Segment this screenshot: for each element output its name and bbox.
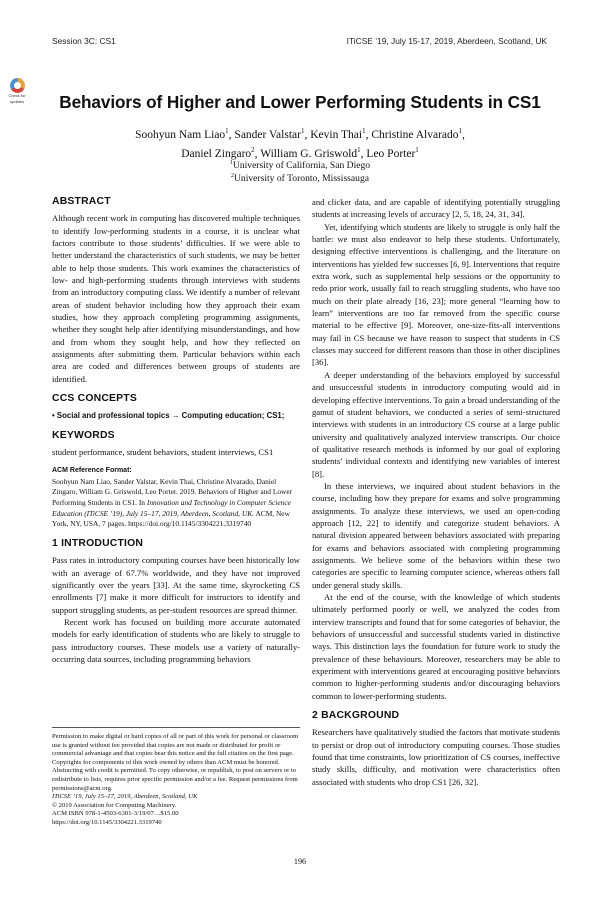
keywords-text: student performance, student behaviors, student interviews, CS1 — [52, 447, 274, 458]
author-affiliation-mark: 1 — [300, 127, 305, 135]
body-paragraph: Yet, identifying which students are likely to struggle is only half the battle: we must also endeavor to help these students. Unfortunately, designing effective interventions is challenging, and the literature on interventions has yielded few successes [6, 9]. Interventions that require extra work, such as supplemental help sessions or the opportunity to redo prior work, usually fail to reach struggling students, who have too much on their plate already [16, 23]; more general “learning how to learn” interventions are too far removed from the specific course material to be effective [9]. Moreover, one-size-fits-all interventions may fail in CS because we have reason to suspect that students in CS classes may succeed for different reasons than those in other disciplines [36]. — [312, 221, 560, 368]
crossmark-icon — [10, 78, 25, 93]
paper-title: Behaviors of Higher and Lower Performing Students in CS1 — [59, 92, 541, 112]
affiliation-number: 2 — [230, 173, 234, 179]
author-name: Daniel Zingaro — [181, 147, 252, 160]
introduction-heading: 1 INTRODUCTION — [52, 537, 144, 549]
author-affiliation-mark: 1 — [225, 127, 229, 135]
body-paragraph: A deeper understanding of the behaviors employed by successful and unsuccessful students in introductory computing would aid in developing effective interventions. To gain a broad understanding of the gamut of student behaviors, we conducted a series of semi-structured interviews with students in an introductory CS course at a large public university and qualitatively analyzed interview transcripts. Our choice of qualitative research methods is informed by our goal of exploring students’ individual contexts and identifying new variables of interest [8]. — [312, 369, 560, 479]
body-paragraph: At the end of the course, with the knowledge of which students ultimately performed poorly or well, we analyzed the codes from interview transcripts and found that for some categories of behavior, the behaviors of unsuccessful and successful students varied in distinctive ways. This distinction lays the foundation for future work to study the prevalence of these behaviours. Moreover, researchers may be able to experiment with interventions geared at encouraging positive behaviors common to higher-performing students and/or discouraging behaviors common to lower-performing students. — [312, 592, 560, 701]
author-name: Soohyun Nam Liao — [135, 128, 226, 141]
author-affiliation-mark: 1 — [415, 145, 419, 154]
running-header-right: ITiCSE ’19, July 15-17, 2019, Aberdeen, Scotland, UK — [346, 36, 547, 46]
permission-notice: Permission to make digital or hard copies of all or part of this work for personal or classroom use is granted without fee provided that copies are not made or distributed for profit or commercial advantage and that copies bear this notice and the full citation on the first page. Copyrights for components of this work owned by others than ACM must be honored. Abstracting with credit is permitted. To copy otherwise, or republish, to post on servers or to redistribute to lists, requires prior specific permission and/or a fee. Request permissions from permissions@acm.org. — [52, 733, 299, 792]
author-list: Soohyun Nam Liao$^1$, Sander Valstar$^1$, Kevin Thai$^1$, Christine Alvarado$^1$, Daniel Zingaro$^2$, William G. Griswold$^1$, Leo Porter$^1$ — [135, 127, 465, 160]
abstract-heading: ABSTRACT — [52, 196, 111, 207]
keywords-heading: KEYWORDS — [52, 429, 115, 441]
body-paragraph: In these interviews, we inquired about student behaviors in the course, including how they prepare for exams and solve programming assignments. To analyze these interviews, we used an open-coding approach [12, 22] to identify and categorize student behaviors. A natural division appeared between behaviors associated with preparing for exams and behaviors associated with completing programming assignments. We believe some of the behaviors within these two categories are specific to learning computer science, whereas others fall under general study skills. — [312, 480, 560, 590]
ccs-concepts-heading: CCS CONCEPTS — [52, 393, 137, 405]
affiliation-name: University of California, San Diego — [232, 160, 371, 172]
right-column — [312, 196, 560, 788]
acm-reference-doi: ACM, New York, NY, USA, 7 pages. https://doi.org/10.1145/3304221.3319740 — [52, 508, 290, 529]
author-affiliation-mark: 1 — [362, 127, 366, 135]
author-affiliation-mark: 1 — [357, 145, 361, 154]
acm-reference-text — [52, 477, 300, 530]
abstract-text: Although recent work in computing has discovered multiple techniques to identify low-performing students in a course, it is unclear what factors contribute to those students’ difficulties. If we were able to better understand the characteristics of such students, we may be better able to help those students. This work examines the characteristics of low- and high-performing students through interviews with students from an introductory computing class. We identify a number of relevant areas of student behavior including how they approach their exam studies, how they approach completing programming assignments, whether they sought help after identifying misunderstandings, and how and from whom they sought help, and how they reflected on assignments after submitting them. Particular behaviors within each area are coded and differences between groups of students are identified. — [52, 213, 300, 384]
author-name: Sander Valstar — [234, 128, 301, 141]
acm-reference-authors: Soohyun Nam Liao, Sander Valstar, Kevin Thai, Christine Alvarado, Daniel Zingaro, William G. Griswold, Leo Porter. 2019. Behaviors of Higher and Lower Performing Students in CS1. In — [52, 476, 293, 508]
author-name: William G. Griswold — [260, 147, 358, 160]
author-name: Kevin Thai — [310, 128, 363, 141]
introduction-paragraph: Pass rates in introductory computing courses have been historically low with an average of 67.7% worldwide, and they have not improved significantly over the years [33]. At the same time, skyrocketing CS enrollments [7] make it more difficult for instructors to identify and support struggling students, as per-student resources are spread thinner. — [52, 555, 300, 615]
running-header-left: Session 3C: CS1 — [52, 36, 116, 46]
body-paragraph: and clicker data, and are capable of identifying potentially struggling students at increasing levels of accuracy [2, 5, 18, 24, 31, 34]. — [312, 197, 560, 220]
doi-link[interactable]: https://doi.org/10.1145/3304221.3319740 — [52, 818, 162, 826]
background-heading: 2 BACKGROUND — [312, 710, 400, 722]
crossmark-label-2: updates — [9, 98, 25, 104]
author-name: Leo Porter — [366, 147, 416, 160]
copyright-line: © 2019 Association for Computing Machinery. — [52, 801, 177, 809]
ccs-concepts-text: • Social and professional topics → Computing education; CS1; — [52, 410, 285, 420]
page-number: 196 — [293, 857, 307, 866]
author-affiliation-mark: 2 — [251, 145, 255, 154]
affiliation-number: 1 — [229, 160, 233, 166]
isbn-line: ACM ISBN 978-1-4503-6301-3/19/07…$15.00 — [52, 810, 179, 818]
crossmark-label-1: Check for — [8, 93, 26, 98]
background-paragraph: Researchers have qualitatively studied the factors that motivate students to persist or drop out of introductory computing courses. Those studies found that time constraints, low prioritization of CS courses, ineffective study skills, difficulty, and motivation were characteristics often associated with students who drop CS1 [26, 32]. — [312, 727, 560, 787]
acm-reference-venue: Innovation and Technology in Computer Science Education (ITiCSE ’19), July 15–17, 2019, Aberdeen, Scotland, UK. — [52, 498, 291, 518]
affiliation-name: University of Toronto, Mississauga — [233, 173, 370, 185]
introduction-paragraph: Recent work has focused on building more accurate automated models for early identification of students who are likely to struggle to pass introductory courses. These models use a variety of naturally-occurring data sources, including programming behaviors — [52, 616, 300, 664]
permission-footnote — [52, 727, 300, 828]
author-affiliation-mark: 1 — [458, 127, 463, 135]
acm-reference-heading: ACM Reference Format: — [52, 466, 132, 474]
conference-line: ITiCSE ’19, July 15–17, 2019, Aberdeen, Scotland, UK — [52, 793, 198, 801]
affiliation-2 — [0, 170, 600, 185]
left-column — [52, 196, 300, 665]
author-name: Christine Alvarado — [371, 128, 459, 141]
